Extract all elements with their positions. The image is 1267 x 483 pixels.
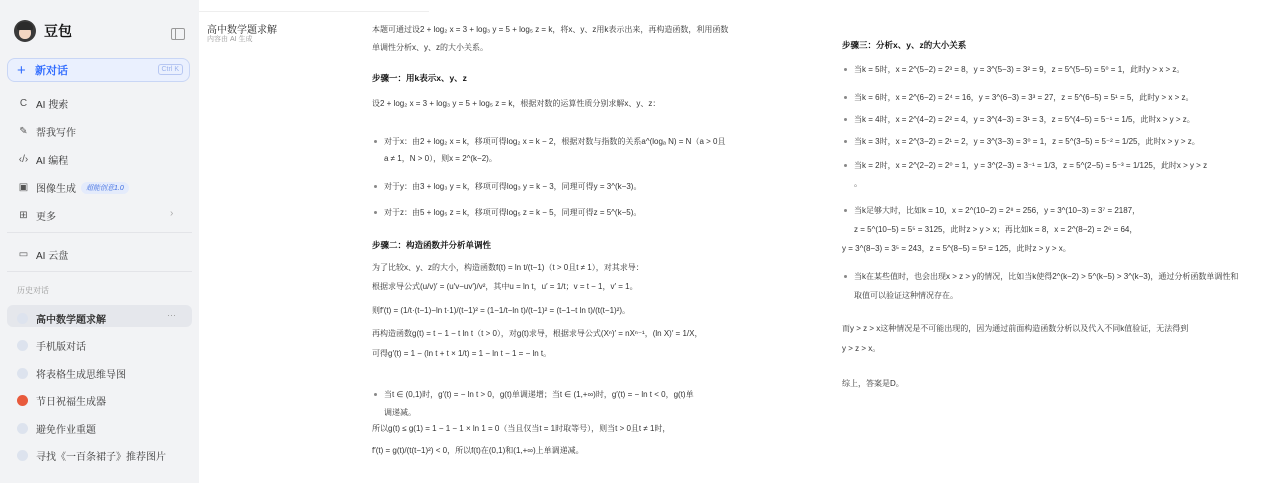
answer-line: 对于x：由2 + log₂ x = k，移项可得log₂ x = k − 2，根据对数与指数的关系a^(logₐ N) = N（a > 0且 [384, 137, 726, 146]
history-item[interactable] [17, 448, 166, 463]
chat-icon [17, 313, 28, 324]
brand-name: 豆包 [44, 23, 72, 39]
answer-line: 当k = 6时，x = 2^(6−2) = 2⁴ = 16，y = 3^(6−3) = 3³ = 27，z = 5^(6−5) = 5¹ = 5，此时y > x > z。 [854, 93, 1194, 102]
bullet-dot [374, 211, 377, 214]
answer-line: 设2 + log₂ x = 3 + log₃ y = 5 + log₅ z = k，根据对数的运算性质分别求解x、y、z： [372, 99, 661, 108]
nav-more[interactable] [17, 208, 56, 223]
bullet-dot [844, 275, 847, 278]
chat-icon [17, 450, 28, 461]
nav-label: AI 编程 [36, 156, 69, 167]
bullet-dot [844, 209, 847, 212]
history-item[interactable] [17, 338, 86, 353]
nav-ai-search[interactable] [17, 96, 68, 111]
more-options-icon[interactable]: ··· [167, 310, 176, 320]
bullet-dot [844, 164, 847, 167]
feature-badge: 超能创意1.0 [81, 182, 129, 194]
answer-line: 取值可以验证这种情况存在。 [854, 291, 958, 300]
answer-column-left [372, 0, 802, 483]
divider [7, 232, 192, 233]
divider [7, 271, 192, 272]
answer-line: a ≠ 1，N > 0），则x = 2^(k−2)。 [384, 154, 497, 163]
grid-icon: ⊞ [19, 210, 28, 221]
ai-generated-note: 内容由 AI 生成 [207, 36, 253, 43]
history-label: 节日祝福生成器 [36, 397, 106, 408]
step-heading: 步骤三：分析x、y、z的大小关系 [842, 40, 967, 50]
shortcut-hint: Ctrl K [158, 64, 184, 75]
nav-writing[interactable] [17, 124, 76, 139]
history-item[interactable] [17, 393, 106, 408]
bullet-dot [844, 96, 847, 99]
history-label: 将表格生成思维导图 [36, 370, 126, 381]
nav-label: AI 搜索 [36, 100, 69, 111]
answer-line: 当k足够大时，比如k = 10，x = 2^(10−2) = 2⁸ = 256，y = 3^(10−3) = 3⁷ = 2187， [854, 206, 1141, 215]
step-heading: 步骤二：构造函数并分析单调性 [372, 240, 492, 250]
answer-line: 则f′(t) = (1/t·(t−1)−ln t·1)/(t−1)² = (1−1/t−ln t)/(t−1)² = (t−1−t ln t)/(t(t−1)²)。 [372, 306, 631, 315]
avatar [14, 20, 36, 42]
bullet-dot [844, 68, 847, 71]
answer-line: 而y > z > x这种情况是不可能出现的，因为通过前面构造函数分析以及代入不同k值验证，无法得到 [842, 324, 1189, 333]
bullet-dot [844, 118, 847, 121]
history-label: 高中数学题求解 [36, 315, 106, 326]
cloud-drive-icon: ▭ [18, 249, 29, 260]
history-item[interactable] [17, 366, 126, 381]
history-label: 避免作业重题 [36, 425, 96, 436]
step-heading: 步骤一：用k表示x、y、z [372, 73, 467, 83]
plus-icon: + [17, 61, 26, 79]
answer-line: 对于z：由5 + log₅ z = k，移项可得log₅ z = k − 5，同理可得z = 5^(k−5)。 [384, 208, 642, 217]
history-label: 手机版对话 [36, 342, 86, 353]
history-item-active[interactable] [17, 311, 106, 326]
history-label: 寻找《一百条裙子》推荐图片 [36, 452, 166, 463]
answer-line: y > z > x。 [842, 344, 881, 353]
answer-line: 综上，答案是D。 [842, 379, 904, 388]
new-chat-button[interactable] [7, 58, 190, 82]
answer-line: f′(t) = g(t)/(t(t−1)²) < 0，所以f(t)在(0,1)和(1,+∞)上单调递减。 [372, 446, 584, 455]
nav-label: AI 云盘 [36, 251, 69, 262]
nav-ai-cloud[interactable] [17, 247, 68, 262]
answer-line: 本题可通过设2 + log₂ x = 3 + log₃ y = 5 + log₅ z = k，将x、y、z用k表示出来，再构造函数，利用函数 [372, 25, 729, 34]
bullet-dot [374, 185, 377, 188]
brand-header[interactable] [14, 20, 72, 42]
new-chat-label: 新对话 [35, 65, 68, 77]
code-icon: ‹/› [18, 154, 29, 165]
history-item[interactable] [17, 421, 96, 436]
answer-line: 当k = 2时，x = 2^(2−2) = 2⁰ = 1，y = 3^(2−3) = 3⁻¹ = 1/3，z = 5^(2−5) = 5⁻³ = 1/125，此时x > y > z [854, 161, 1208, 170]
pen-icon: ✎ [19, 126, 28, 137]
phone-icon [17, 340, 28, 351]
image-icon: ▣ [18, 182, 29, 193]
conversation-title: 高中数学题求解 [207, 25, 277, 36]
answer-line: 当k在某些值时，也会出现x > z > y的情况，比如当k使得2^(k−2) > 5^(k−5) > 3^(k−3)，通过分析函数单调性和 [854, 272, 1239, 281]
answer-line: 当k = 5时，x = 2^(5−2) = 2³ = 8，y = 3^(5−3) = 3² = 9，z = 5^(5−5) = 5⁰ = 1，此时y > x > z。 [854, 65, 1185, 74]
answer-line: 对于y：由3 + log₃ y = k，移项可得log₃ y = k − 3，同理可得y = 3^(k−3)。 [384, 182, 642, 191]
nav-label: 图像生成 [36, 184, 76, 195]
bullet-dot [844, 140, 847, 143]
answer-line: 当k = 4时，x = 2^(4−2) = 2² = 4，y = 3^(4−3) = 3¹ = 3，z = 5^(4−5) = 5⁻¹ = 1/5，此时x > y > z。 [854, 115, 1195, 124]
bot-avatar-icon [17, 395, 28, 406]
answer-line: 。 [854, 179, 862, 188]
nav-image-gen[interactable] [17, 180, 129, 195]
answer-line: y = 3^(8−3) = 3⁵ = 243，z = 5^(8−5) = 5³ = 125，此时z > y > x。 [842, 244, 1071, 253]
nav-label: 帮我写作 [36, 128, 76, 139]
sidebar [0, 0, 199, 483]
answer-line: 调递减。 [384, 408, 416, 417]
answer-line: 所以g(t) ≤ g(1) = 1 − 1 − 1 × ln 1 = 0（当且仅当t = 1时取等号），则当t > 0且t ≠ 1时， [372, 424, 671, 433]
answer-line: 再构造函数g(t) = t − 1 − t ln t（t > 0），对g(t)求导，根据求导公式(Xⁿ)′ = nXⁿ⁻¹，(ln X)′ = 1/X， [372, 329, 703, 338]
answer-line: 根据求导公式(u/v)′ = (u′v−uv′)/v²，其中u = ln t，u′ = 1/t；v = t − 1，v′ = 1。 [372, 282, 638, 291]
nav-label: 更多 [36, 212, 56, 223]
answer-line: z = 5^(10−5) = 5⁵ = 3125，此时z > y > x；再比如k = 8，x = 2^(8−2) = 2⁶ = 64， [854, 225, 1138, 234]
search-icon: C [19, 98, 28, 109]
chat-icon [17, 368, 28, 379]
chevron-right-icon: › [170, 208, 174, 219]
answer-line: 当k = 3时，x = 2^(3−2) = 2¹ = 2，y = 3^(3−3) = 3⁰ = 1，z = 5^(3−5) = 5⁻² = 1/25，此时x > y > z。 [854, 137, 1200, 146]
answer-line: 可得g′(t) = 1 − (ln t + t × 1/t) = 1 − ln t − 1 = − ln t。 [372, 349, 552, 358]
answer-line: 单调性分析x、y、z的大小关系。 [372, 43, 488, 52]
answer-line: 当t ∈ (0,1)时，g′(t) = − ln t > 0，g(t)单调递增；当t ∈ (1,+∞)时，g′(t) = − ln t < 0，g(t)单 [384, 390, 694, 399]
collapse-sidebar-icon[interactable] [171, 28, 185, 40]
bullet-dot [374, 393, 377, 396]
bullet-dot [374, 140, 377, 143]
history-heading: 历史对话 [17, 286, 49, 295]
answer-line: 为了比较x、y、z的大小，构造函数f(t) = ln t/(t−1)（t > 0且t ≠ 1），对其求导： [372, 263, 644, 272]
answer-column-right [842, 0, 1262, 483]
nav-coding[interactable] [17, 152, 68, 167]
chat-icon [17, 423, 28, 434]
